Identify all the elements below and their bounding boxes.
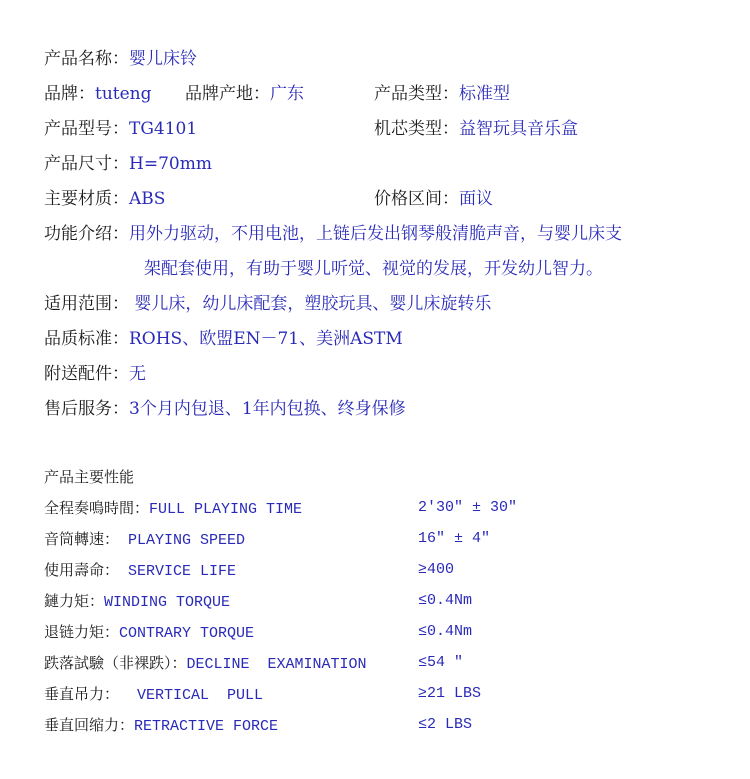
performance-en-label: VERTICAL PULL	[119, 687, 264, 704]
standard-label: 品质标准：	[44, 329, 129, 349]
performance-en-label: RETRACTIVE FORCE	[134, 718, 279, 735]
performance-row-winding-torque	[44, 591, 473, 613]
brand-value: tuteng	[95, 84, 152, 104]
size-label: 产品尺寸：	[44, 154, 129, 174]
function-text-line2: 架配套使用，有助于婴儿听觉、视觉的发展，开发幼儿智力。	[144, 259, 603, 279]
performance-label: 使用壽命：	[44, 561, 120, 579]
model-value: TG4101	[129, 119, 198, 139]
performance-label: 垂直回缩力：	[44, 716, 135, 734]
performance-label: 鏈力矩：	[44, 592, 105, 610]
spec-row-accessory	[44, 363, 146, 385]
performance-label: 垂直吊力：	[44, 685, 120, 703]
movement-value: 益智玩具音乐盒	[459, 119, 578, 139]
movement-label: 机芯类型：	[374, 119, 459, 139]
performance-label: 跌落試驗（非裸跌）：	[44, 654, 187, 672]
performance-label: 音筒轉速：	[44, 530, 120, 548]
accessory-label: 附送配件：	[44, 364, 129, 384]
performance-value: ≤0.4Nm	[418, 592, 473, 609]
price-label: 价格区间：	[374, 189, 459, 209]
brand-origin-value: 广东	[270, 84, 304, 104]
product-name-label: 产品名称：	[44, 49, 129, 69]
scope-value: 婴儿床，幼儿床配套，塑胶玩具、婴儿床旋转乐	[129, 294, 492, 314]
material-value: ABS	[129, 189, 166, 209]
performance-en-label: FULL PLAYING TIME	[149, 501, 303, 518]
service-value: 3个月内包退、1年内包换、终身保修	[129, 399, 406, 419]
performance-row-contrary-torque	[44, 622, 473, 644]
spec-row-product-name	[44, 48, 197, 70]
performance-row-full-playing-time	[44, 498, 518, 520]
performance-en-label: SERVICE LIFE	[119, 563, 237, 580]
scope-label: 适用范围：	[44, 294, 129, 314]
spec-row-material	[44, 188, 165, 210]
price-value: 面议	[459, 189, 493, 209]
performance-title: 产品主要性能	[44, 468, 135, 486]
spec-row-price	[374, 188, 493, 210]
performance-en-label: DECLINE EXAMINATION	[186, 656, 367, 673]
performance-row-decline-examination	[44, 653, 464, 675]
performance-en-label: WINDING TORQUE	[104, 594, 231, 611]
performance-value: ≤54 ″	[418, 654, 464, 671]
spec-row-movement	[374, 118, 578, 140]
performance-en-label: PLAYING SPEED	[119, 532, 246, 549]
function-label: 功能介绍：	[44, 224, 129, 244]
product-name-value: 婴儿床铃	[129, 49, 197, 69]
spec-row-service	[44, 398, 406, 420]
performance-row-retractive-force	[44, 715, 473, 737]
product-type-label: 产品类型：	[374, 84, 459, 104]
service-label: 售后服务：	[44, 399, 129, 419]
spec-row-size	[44, 153, 212, 175]
spec-row-function	[44, 223, 734, 280]
brand-origin-label: 品牌产地：	[185, 84, 270, 104]
performance-value: ≥400	[418, 561, 455, 578]
performance-value: ≤2 LBS	[418, 716, 473, 733]
material-label: 主要材质：	[44, 189, 129, 209]
performance-row-vertical-pull	[44, 684, 482, 706]
spec-row-brand	[44, 83, 152, 105]
performance-value: ≥21 LBS	[418, 685, 482, 702]
performance-label: 全程奏鳴時間：	[44, 499, 150, 517]
product-type-value: 标准型	[459, 84, 510, 104]
brand-label: 品牌：	[44, 84, 95, 104]
spec-row-brand-origin	[185, 83, 304, 105]
spec-row-standard	[44, 328, 403, 350]
performance-label: 退链力矩：	[44, 623, 120, 641]
performance-value: 2′30″ ± 30″	[418, 499, 518, 516]
model-label: 产品型号：	[44, 119, 129, 139]
spec-row-product-type	[374, 83, 510, 105]
spec-row-model	[44, 118, 197, 140]
accessory-value: 无	[129, 364, 146, 384]
performance-row-playing-speed	[44, 529, 491, 551]
performance-row-service-life	[44, 560, 455, 582]
standard-value: ROHS、欧盟EN－71、美洲ASTM	[129, 329, 403, 349]
performance-en-label: CONTRARY TORQUE	[119, 625, 255, 642]
function-text-line1: 用外力驱动，不用电池，上链后发出钢琴般清脆声音，与婴儿床支	[129, 224, 622, 244]
performance-value: ≤0.4Nm	[418, 623, 473, 640]
performance-value: 16″ ± 4″	[418, 530, 491, 547]
spec-row-scope	[44, 293, 491, 315]
size-value: H=70mm	[129, 154, 212, 174]
